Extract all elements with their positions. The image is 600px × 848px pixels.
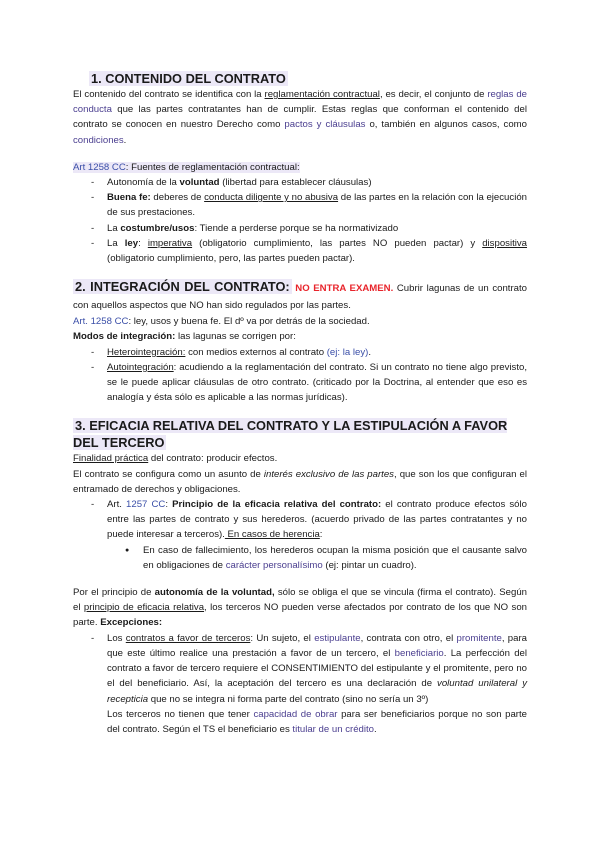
section-3-paragraph: El contrato se configura como un asunto de interés exclusivo de las partes, que son los que configuran el entramado de derechos y obligaciones. <box>73 468 527 495</box>
spacer <box>73 148 527 160</box>
text: que las partes contratantes han de cumplir. Estas reglas que conforman el contenido del contrato se conocen en nuestro Derecho como <box>73 104 527 131</box>
finalidad-line: Finalidad práctica del contrato: producir efectos. <box>73 453 278 465</box>
list-item: - Buena fe: deberes de conducta diligente y no abusiva de las partes en la relación con la ejecución de sus prestaciones. <box>107 190 527 220</box>
highlight-term: condiciones <box>73 134 124 146</box>
section-3-heading-wrap <box>73 417 527 451</box>
text: o, también en algunos casos, como <box>365 119 527 131</box>
art-1258-line <box>73 160 527 175</box>
text: Cubrir lagunas de un contrato con aquellos aspectos que NO han sido regulados por las partes. <box>73 283 527 312</box>
underlined-term: reglamentación contractual <box>264 89 380 100</box>
text: : ley, usos y buena fe. El dº va por detrás de la sociedad. <box>128 316 370 328</box>
text: : Fuentes de reglamentación contractual: <box>125 161 300 173</box>
article-reference: Art 1258 CC <box>73 161 126 173</box>
inheritance-list <box>73 543 527 573</box>
section-2-intro <box>73 278 527 314</box>
sources-list <box>73 175 527 266</box>
list-item: - Art. 1257 CC: Principio de la eficacia relativa del contrato: el contrato produce efectos sólo entre las partes de contrato y sus herederos. (acuerdo privado de las partes contratantes y no puede interesar a terceros). En casos de herencia: <box>107 497 527 543</box>
list-item: - Autointegración: acudiendo a la reglamentación del contrato. Si un contrato no tiene algo previsto, se le puede aplicar cláusulas de otro contrato. (criticado por la Doctrina, al entender que eso es analogía y ésta sólo es aplicable a las normas jurídicas). <box>107 360 527 406</box>
list-item: - Autonomía de la voluntad (libertad para establecer cláusulas) <box>107 175 527 190</box>
integration-modes: Modos de integración: las lagunas se corrigen por: <box>73 331 296 343</box>
document-page <box>73 70 527 737</box>
list-item: - La ley: imperativa (obligatorio cumplimiento, las partes NO pueden pactar) y dispositiva (obligatorio cumplimiento, pero, las partes pueden pactar). <box>107 236 527 266</box>
list-item: - La costumbre/usos: Tiende a perderse porque se ha normativizado <box>107 221 527 236</box>
highlight-term: pactos y cláusulas <box>284 119 366 131</box>
list-item: ● En caso de fallecimiento, los herederos ocupan la misma posición que el causante salvo en obligaciones de carácter personalísimo (ej: pintar un cuadro). <box>143 543 527 573</box>
section-3-heading: 3. EFICACIA RELATIVA DEL CONTRATO Y LA ESTIPULACIÓN A FAVOR DEL TERCERO <box>73 418 508 451</box>
section-1-heading: 1. CONTENIDO DEL CONTRATO <box>91 71 286 86</box>
section-1-heading-wrap <box>89 70 527 87</box>
text: , es decir, el conjunto de <box>379 89 488 100</box>
exceptions-list <box>73 631 527 707</box>
list-item: - Heterointegración: con medios externos al contrato (ej: la ley). <box>107 345 527 360</box>
section-2-heading: 2. INTEGRACIÓN DEL CONTRATO: <box>75 279 290 295</box>
integration-list <box>73 345 527 406</box>
exam-warning: NO ENTRA EXAMEN. <box>291 283 394 295</box>
spacer <box>73 405 527 417</box>
spacer <box>73 266 527 278</box>
section-1-paragraph <box>73 87 527 148</box>
text: El contenido del contrato se identifica con la <box>73 89 265 100</box>
art-1258-line-2 <box>73 314 527 329</box>
highlight-term: reglas de conducta <box>73 89 527 116</box>
spacer <box>73 573 527 585</box>
art-1257-list <box>73 497 527 543</box>
autonomy-paragraph: Por el principio de autonomía de la voluntad, sólo se obliga el que se vincula (firma el contrato). Según el principio de eficacia relativa, los terceros NO pueden verse afectados por contrato de los que NO son parte. Excepciones: <box>73 587 527 629</box>
list-item: - Los contratos a favor de terceros: Un sujeto, el estipulante, contrata con otro, el promitente, para que este último realice una prestación a favor de un tercero, el beneficiario. La perfección del contrato a favor de tercero requiere el CONSENTIMIENTO del estipulante y el promitente, pero no el del beneficiario. Así, la aceptación del tercero es una declaración de voluntad unilateral y recepticia que no se integra ni forma parte del contrato (sino no sería un 3º) <box>107 631 527 707</box>
article-reference: Art. 1258 CC <box>73 316 129 328</box>
third-parties-paragraph: Los terceros no tienen que tener capacidad de obrar para ser beneficiarios porque no son parte del contrato. Según el TS el beneficiario es titular de un crédito. <box>107 708 527 735</box>
text: . <box>123 134 127 146</box>
